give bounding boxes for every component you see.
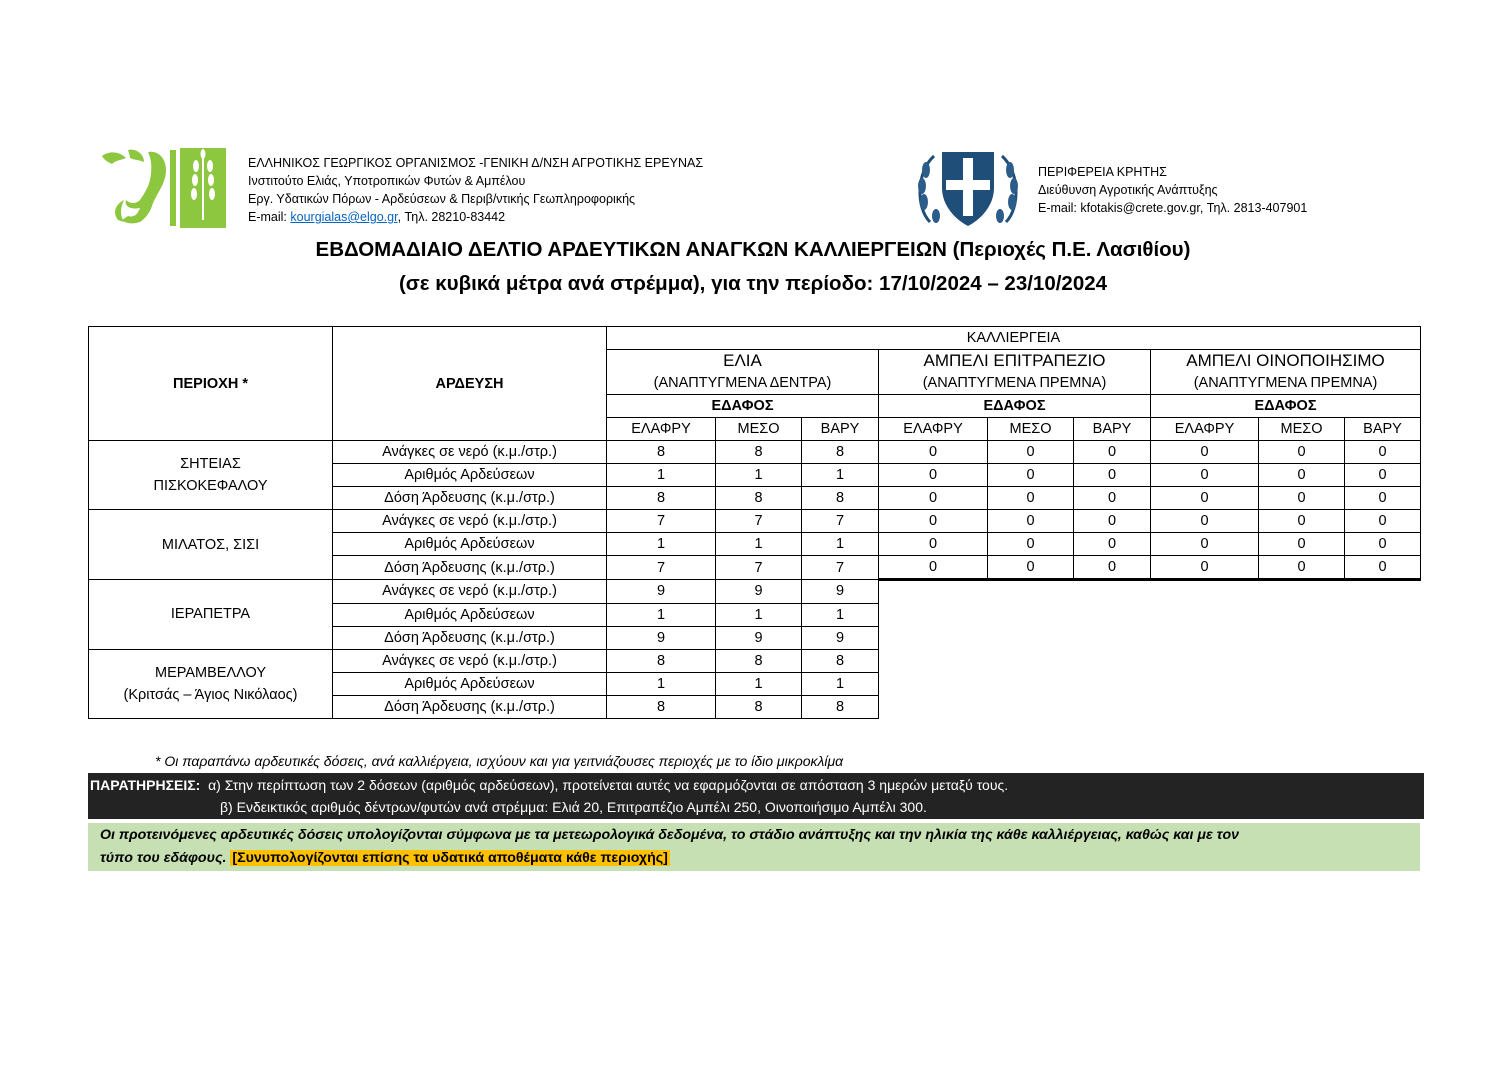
value-cell: 9 bbox=[802, 626, 879, 649]
soil-type-header: ΕΛΑΦΡΥ bbox=[1151, 418, 1259, 441]
value-cell: 8 bbox=[802, 441, 879, 464]
org-right-line: ΠΕΡΙΦΕΡΕΙΑ ΚΡΗΤΗΣ bbox=[1038, 165, 1167, 179]
value-cell: 0 bbox=[879, 464, 988, 487]
value-cell: 0 bbox=[1259, 487, 1345, 510]
value-cell: 0 bbox=[1151, 464, 1259, 487]
crops-header: ΚΑΛΛΙΕΡΓΕΙΑ bbox=[607, 327, 1421, 350]
value-cell: 1 bbox=[802, 603, 879, 626]
email-link[interactable]: kourgialas@elgo.gr bbox=[290, 210, 398, 224]
crop-name-table-grape: ΑΜΠΕΛΙ ΕΠΙΤΡΑΠΕΖΙΟ bbox=[879, 350, 1151, 373]
phone-text: , Τηλ. 28210-83442 bbox=[397, 210, 506, 224]
irrigation-label: Ανάγκες σε νερό (κ.μ./στρ.) bbox=[333, 441, 607, 464]
value-cell: 0 bbox=[1345, 464, 1421, 487]
empty-cell bbox=[1345, 626, 1421, 649]
crop-name-olive: ΕΛΙΑ bbox=[607, 350, 879, 373]
remarks-label: ΠΑΡΑΤΗΡΗΣΕΙΣ: bbox=[90, 777, 201, 793]
org-left-line: Εργ. Υδατικών Πόρων - Αρδεύσεων & Περιβ/ντικής Γεωπληροφορικής bbox=[248, 192, 636, 206]
value-cell: 0 bbox=[988, 556, 1074, 580]
value-cell: 8 bbox=[716, 441, 802, 464]
value-cell: 9 bbox=[802, 580, 879, 604]
value-cell: 0 bbox=[988, 510, 1074, 533]
value-cell: 0 bbox=[1259, 556, 1345, 580]
soil-type-header: ΜΕΣΟ bbox=[988, 418, 1074, 441]
soil-type-header: ΕΛΑΦΡΥ bbox=[607, 418, 716, 441]
soil-type-header: ΜΕΣΟ bbox=[1259, 418, 1345, 441]
org-left-info bbox=[248, 154, 703, 226]
region-name-line: ΜΕΡΑΜΒΕΛΛΟΥ bbox=[155, 664, 266, 681]
value-cell: 0 bbox=[1074, 464, 1151, 487]
value-cell: 0 bbox=[1074, 487, 1151, 510]
value-cell: 0 bbox=[988, 464, 1074, 487]
crop-subtitle-wine-grape: (ΑΝΑΠΤΥΓΜΕΝΑ ΠΡΕΜΝΑ) bbox=[1151, 372, 1421, 395]
empty-cell bbox=[1345, 649, 1421, 672]
soil-header-wine-grape: ΕΔΑΦΟΣ bbox=[1151, 395, 1421, 418]
value-cell: 1 bbox=[716, 464, 802, 487]
methodology-highlight: [Συνυπολογίζονται επίσης τα υδατικά αποθέματα κάθε περιοχής] bbox=[232, 850, 668, 866]
value-cell: 0 bbox=[1074, 533, 1151, 556]
empty-cell bbox=[1074, 649, 1151, 672]
empty-cell bbox=[1259, 603, 1345, 626]
empty-cell bbox=[1151, 672, 1259, 695]
irrigation-label: Ανάγκες σε νερό (κ.μ./στρ.) bbox=[333, 510, 607, 533]
value-cell: 0 bbox=[1074, 441, 1151, 464]
org-left-line: Ινστιτούτο Ελιάς, Υποτροπικών Φυτών & Αμπέλου bbox=[248, 174, 526, 188]
empty-cell bbox=[1151, 580, 1259, 604]
value-cell: 1 bbox=[716, 533, 802, 556]
region-name bbox=[89, 580, 333, 650]
empty-cell bbox=[879, 626, 988, 649]
value-cell: 1 bbox=[716, 672, 802, 695]
value-cell: 1 bbox=[802, 672, 879, 695]
value-cell: 8 bbox=[802, 649, 879, 672]
value-cell: 1 bbox=[716, 603, 802, 626]
soil-header-table-grape: ΕΔΑΦΟΣ bbox=[879, 395, 1151, 418]
org-left-contact bbox=[248, 208, 703, 226]
value-cell: 0 bbox=[1345, 487, 1421, 510]
email-label: E-mail: bbox=[248, 210, 291, 224]
empty-cell bbox=[988, 695, 1074, 718]
value-cell: 7 bbox=[802, 510, 879, 533]
empty-cell bbox=[1151, 603, 1259, 626]
region-column-header: ΠΕΡΙΟΧΗ * bbox=[89, 327, 333, 441]
value-cell: 8 bbox=[716, 487, 802, 510]
empty-cell bbox=[879, 649, 988, 672]
value-cell: 0 bbox=[1151, 533, 1259, 556]
value-cell: 8 bbox=[607, 487, 716, 510]
remarks-line-a bbox=[90, 777, 1008, 793]
elgo-logo bbox=[100, 148, 226, 228]
greek-crest-icon bbox=[912, 144, 1024, 234]
crop-subtitle-table-grape: (ΑΝΑΠΤΥΓΜΕΝΑ ΠΡΕΜΝΑ) bbox=[879, 372, 1151, 395]
empty-cell bbox=[1345, 672, 1421, 695]
empty-cell bbox=[1259, 695, 1345, 718]
value-cell: 7 bbox=[607, 510, 716, 533]
value-cell: 9 bbox=[716, 580, 802, 604]
value-cell: 0 bbox=[1345, 510, 1421, 533]
empty-cell bbox=[879, 580, 988, 604]
value-cell: 0 bbox=[1074, 510, 1151, 533]
empty-cell bbox=[879, 695, 988, 718]
soil-type-header: ΒΑΡΥ bbox=[1074, 418, 1151, 441]
org-right-line: Διεύθυνση Αγροτικής Ανάπτυξης bbox=[1038, 183, 1218, 197]
value-cell: 0 bbox=[1259, 464, 1345, 487]
remarks-b: β) Ενδεικτικός αριθμός δέντρων/φυτών ανά στρέμμα: Ελιά 20, Επιτραπέζιο Αμπέλι 250, Οινοποιήσιμο Αμπέλι 300. bbox=[220, 799, 927, 815]
soil-type-header: ΒΑΡΥ bbox=[1345, 418, 1421, 441]
empty-cell bbox=[1151, 626, 1259, 649]
value-cell: 7 bbox=[716, 556, 802, 580]
value-cell: 8 bbox=[607, 695, 716, 718]
value-cell: 0 bbox=[879, 510, 988, 533]
irrigation-label: Αριθμός Αρδεύσεων bbox=[333, 672, 607, 695]
irrigation-table bbox=[88, 326, 1421, 719]
empty-cell bbox=[1345, 603, 1421, 626]
value-cell: 8 bbox=[802, 695, 879, 718]
empty-cell bbox=[1074, 672, 1151, 695]
value-cell: 7 bbox=[802, 556, 879, 580]
irrigation-label: Ανάγκες σε νερό (κ.μ./στρ.) bbox=[333, 580, 607, 604]
soil-type-header: ΒΑΡΥ bbox=[802, 418, 879, 441]
value-cell: 0 bbox=[1151, 487, 1259, 510]
value-cell: 9 bbox=[716, 626, 802, 649]
empty-cell bbox=[1151, 649, 1259, 672]
value-cell: 0 bbox=[988, 441, 1074, 464]
value-cell: 0 bbox=[1259, 533, 1345, 556]
methodology-line-2 bbox=[100, 850, 670, 866]
empty-cell bbox=[1259, 672, 1345, 695]
irrigation-label: Δόση Άρδευσης (κ.μ./στρ.) bbox=[333, 695, 607, 718]
value-cell: 7 bbox=[716, 510, 802, 533]
document-title: ΕΒΔΟΜΑΔΙΑΙΟ ΔΕΛΤΙΟ ΑΡΔΕΥΤΙΚΩΝ ΑΝΑΓΚΩΝ ΚΑΛΛΙΕΡΓΕΙΩΝ (Περιοχές Π.Ε. Λασιθίου) bbox=[315, 238, 1191, 261]
irrigation-label: Αριθμός Αρδεύσεων bbox=[333, 464, 607, 487]
crop-subtitle-olive: (ΑΝΑΠΤΥΓΜΕΝΑ ΔΕΝΤΡΑ) bbox=[607, 372, 879, 395]
footnote: * Οι παραπάνω αρδευτικές δόσεις, ανά καλλιέργεια, ισχύουν και για γειτνιάζουσες περιοχές με το ίδιο μικροκλίμα bbox=[155, 753, 844, 769]
irrigation-label: Δόση Άρδευσης (κ.μ./στρ.) bbox=[333, 626, 607, 649]
soil-type-header: ΜΕΣΟ bbox=[716, 418, 802, 441]
remarks-box bbox=[88, 773, 1424, 819]
empty-cell bbox=[1074, 580, 1151, 604]
empty-cell bbox=[988, 626, 1074, 649]
methodology-line-2-text: τύπο του εδάφους. bbox=[100, 850, 231, 866]
table-row bbox=[89, 510, 1421, 533]
empty-cell bbox=[1074, 603, 1151, 626]
value-cell: 0 bbox=[988, 533, 1074, 556]
empty-cell bbox=[1151, 695, 1259, 718]
value-cell: 1 bbox=[802, 464, 879, 487]
value-cell: 8 bbox=[716, 649, 802, 672]
region-name-line: ΜΙΛΑΤΟΣ, ΣΙΣΙ bbox=[161, 536, 260, 553]
value-cell: 0 bbox=[1345, 556, 1421, 580]
irrigation-label: Δόση Άρδευσης (κ.μ./στρ.) bbox=[333, 556, 607, 580]
empty-cell bbox=[879, 603, 988, 626]
region-name-line: ΠΙΣΚΟΚΕΦΑΛΟΥ bbox=[153, 478, 268, 494]
document-subtitle: (σε κυβικά μέτρα ανά στρέμμα), για την περίοδο: 17/10/2024 – 23/10/2024 bbox=[398, 272, 1108, 295]
irrigation-column-header: ΑΡΔΕΥΣΗ bbox=[333, 327, 607, 441]
soil-type-header: ΕΛΑΦΡΥ bbox=[879, 418, 988, 441]
value-cell: 1 bbox=[802, 533, 879, 556]
empty-cell bbox=[988, 649, 1074, 672]
methodology-line-1: Οι προτεινόμενες αρδευτικές δόσεις υπολογίζονται σύμφωνα με τα μετεωρολογικά δεδομένα, το στάδιο ανάπτυξης και την ηλικία της κάθε καλλιέργειας, καθώς και με τον bbox=[100, 827, 1240, 843]
region-name bbox=[89, 649, 333, 718]
value-cell: 1 bbox=[607, 464, 716, 487]
value-cell: 8 bbox=[607, 649, 716, 672]
irrigation-label: Αριθμός Αρδεύσεων bbox=[333, 533, 607, 556]
empty-cell bbox=[1345, 580, 1421, 604]
value-cell: 0 bbox=[1151, 510, 1259, 533]
region-name-line: ΣΗΤΕΙΑΣ bbox=[180, 456, 241, 472]
region-name bbox=[89, 510, 333, 580]
table-row bbox=[89, 649, 1421, 672]
value-cell: 0 bbox=[988, 487, 1074, 510]
table-row bbox=[89, 580, 1421, 604]
value-cell: 0 bbox=[1345, 533, 1421, 556]
value-cell: 0 bbox=[879, 556, 988, 580]
soil-header-olive: ΕΔΑΦΟΣ bbox=[607, 395, 879, 418]
value-cell: 0 bbox=[1259, 510, 1345, 533]
value-cell: 0 bbox=[1074, 556, 1151, 580]
value-cell: 0 bbox=[1151, 556, 1259, 580]
org-left-line: ΕΛΛΗΝΙΚΟΣ ΓΕΩΡΓΙΚΟΣ ΟΡΓΑΝΙΣΜΟΣ -ΓΕΝΙΚΗ Δ/ΝΣΗ ΑΓΡΟΤΙΚΗΣ ΕΡΕΥΝΑΣ bbox=[248, 156, 704, 170]
empty-cell bbox=[1074, 695, 1151, 718]
value-cell: 1 bbox=[607, 672, 716, 695]
irrigation-label: Ανάγκες σε νερό (κ.μ./στρ.) bbox=[333, 649, 607, 672]
irrigation-label: Δόση Άρδευσης (κ.μ./στρ.) bbox=[333, 487, 607, 510]
value-cell: 0 bbox=[879, 441, 988, 464]
region-name-line: ΙΕΡΑΠΕΤΡΑ bbox=[170, 606, 251, 623]
empty-cell bbox=[988, 603, 1074, 626]
irrigation-label: Αριθμός Αρδεύσεων bbox=[333, 603, 607, 626]
empty-cell bbox=[988, 580, 1074, 604]
empty-cell bbox=[1259, 626, 1345, 649]
table-row bbox=[89, 441, 1421, 464]
value-cell: 0 bbox=[879, 533, 988, 556]
value-cell: 8 bbox=[607, 441, 716, 464]
remarks-a: α) Στην περίπτωση των 2 δόσεων (αριθμός αρδεύσεων), προτείνεται αυτές να εφαρμόζονται σε απόσταση 3 ημερών μεταξύ τους. bbox=[208, 777, 1009, 793]
value-cell: 1 bbox=[607, 533, 716, 556]
value-cell: 9 bbox=[607, 580, 716, 604]
value-cell: 8 bbox=[716, 695, 802, 718]
crop-name-wine-grape: ΑΜΠΕΛΙ ΟΙΝΟΠΟΙΗΣΙΜΟ bbox=[1151, 350, 1421, 373]
region-name-line: (Κριτσάς – Άγιος Νικόλαος) bbox=[123, 686, 298, 703]
region-name bbox=[89, 441, 333, 510]
empty-cell bbox=[879, 672, 988, 695]
value-cell: 8 bbox=[802, 487, 879, 510]
value-cell: 1 bbox=[607, 603, 716, 626]
org-right-line: E-mail: kfotakis@crete.gov.gr, Τηλ. 2813-407901 bbox=[1038, 201, 1308, 215]
value-cell: 7 bbox=[607, 556, 716, 580]
org-right-info bbox=[1038, 163, 1307, 217]
empty-cell bbox=[988, 672, 1074, 695]
empty-cell bbox=[1259, 649, 1345, 672]
empty-cell bbox=[1345, 695, 1421, 718]
value-cell: 0 bbox=[879, 487, 988, 510]
value-cell: 9 bbox=[607, 626, 716, 649]
value-cell: 0 bbox=[1345, 441, 1421, 464]
value-cell: 0 bbox=[1151, 441, 1259, 464]
empty-cell bbox=[1259, 580, 1345, 604]
value-cell: 0 bbox=[1259, 441, 1345, 464]
empty-cell bbox=[1074, 626, 1151, 649]
methodology-note bbox=[88, 823, 1420, 871]
